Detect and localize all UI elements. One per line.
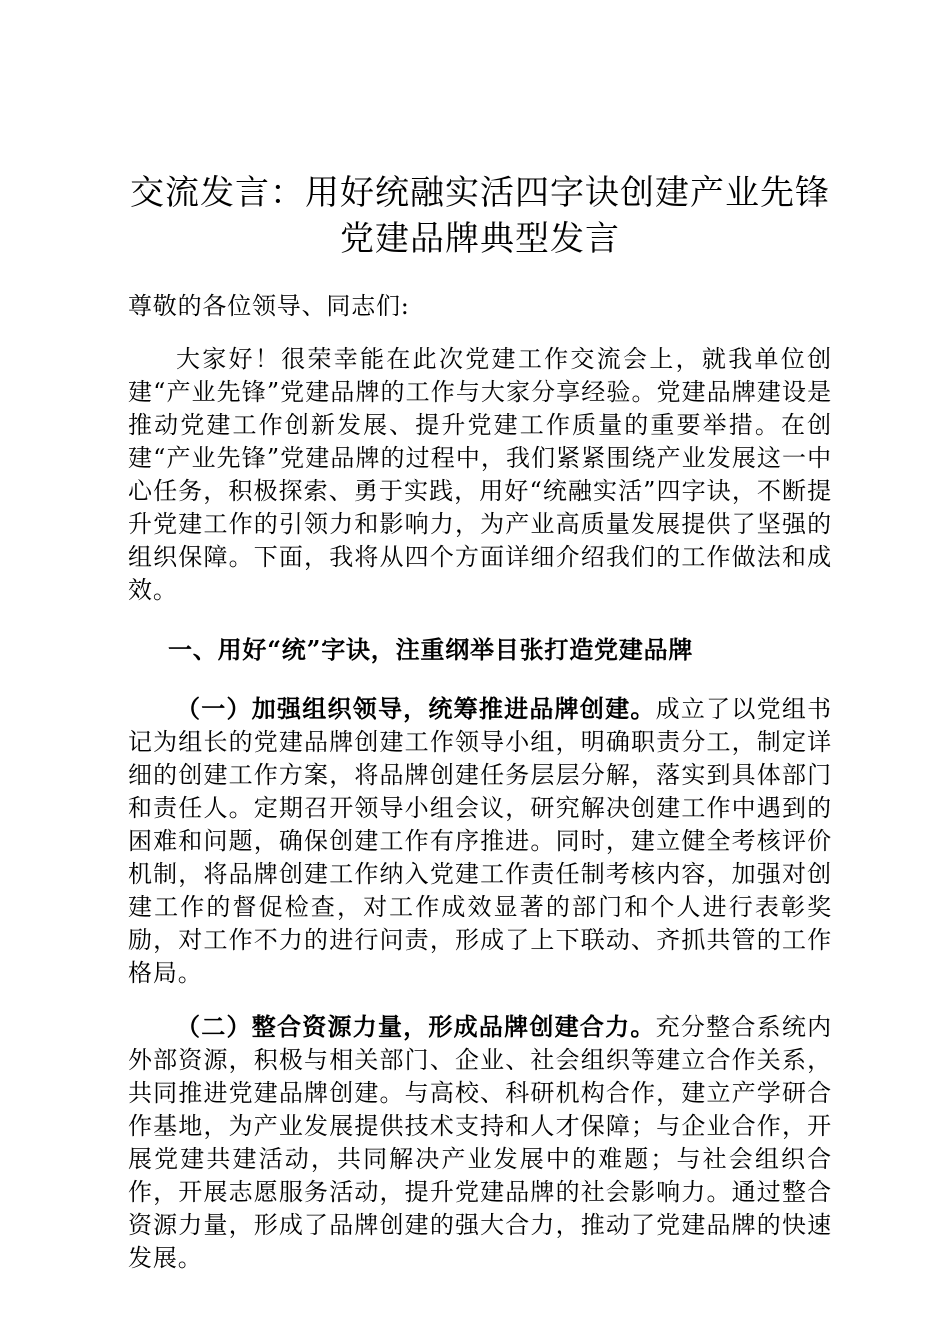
item-lead-1: （一）加强组织领导，统筹推进品牌创建。: [176, 694, 656, 723]
salutation: 尊敬的各位领导、同志们:: [128, 292, 410, 320]
item-lead-2: （二）整合资源力量，形成品牌创建合力。: [176, 1012, 656, 1041]
document-page: [128, 170, 832, 1275]
item-paragraph-1: [128, 692, 832, 990]
title-line-2: 党建品牌典型发言: [340, 219, 620, 259]
title-line-1: 交流发言：用好统融实活四字诀创建产业先锋: [130, 173, 830, 213]
item-body-2: 充分整合系统内外部资源，积极与相关部门、企业、社会组织等建立合作关系，共同推进党建品牌创建。与高校、科研机构合作，建立产学研合作基地，为产业发展提供技术支持和人才保障；与企业合作，开展党建共建活动，共同解决产业发展中的难题；与社会组织合作，开展志愿服务活动，提升党建品牌的社会影响力。通过整合资源力量，形成了品牌创建的强大合力，推动了党建品牌的快速发展。: [128, 1013, 832, 1272]
item-paragraph-2: [128, 1010, 832, 1275]
item-body-1: 成立了以党组书记为组长的党建品牌创建工作领导小组，明确职责分工，制定详细的创建工作方案，将品牌创建任务层层分解，落实到具体部门和责任人。定期召开领导小组会议，研究解决创建工作中遇到的困难和问题，确保创建工作有序推进。同时，建立健全考核评价机制，将品牌创建工作纳入党建工作责任制考核内容，加强对创建工作的督促检查，对工作成效显著的部门和个人进行表彰奖励，对工作不力的进行问责，形成了上下联动、齐抓共管的工作格局。: [128, 695, 832, 987]
section-heading-1: 一、用好“统”字诀，注重纲举目张打造党建品牌: [168, 635, 694, 664]
page-title: [128, 170, 832, 262]
intro-paragraph: 大家好！很荣幸能在此次党建工作交流会上，就我单位创建“产业先锋”党建品牌的工作与大家分享经验。党建品牌建设是推动党建工作创新发展、提升党建工作质量的重要举措。在创建“产业先锋”党建品牌的过程中，我们紧紧围绕产业发展这一中心任务，积极探索、勇于实践，用好“统融实活”四字诀，不断提升党建工作的引领力和影响力，为产业高质量发展提供了坚强的组织保障。下面，我将从四个方面详细介绍我们的工作做法和成效。: [128, 345, 832, 604]
